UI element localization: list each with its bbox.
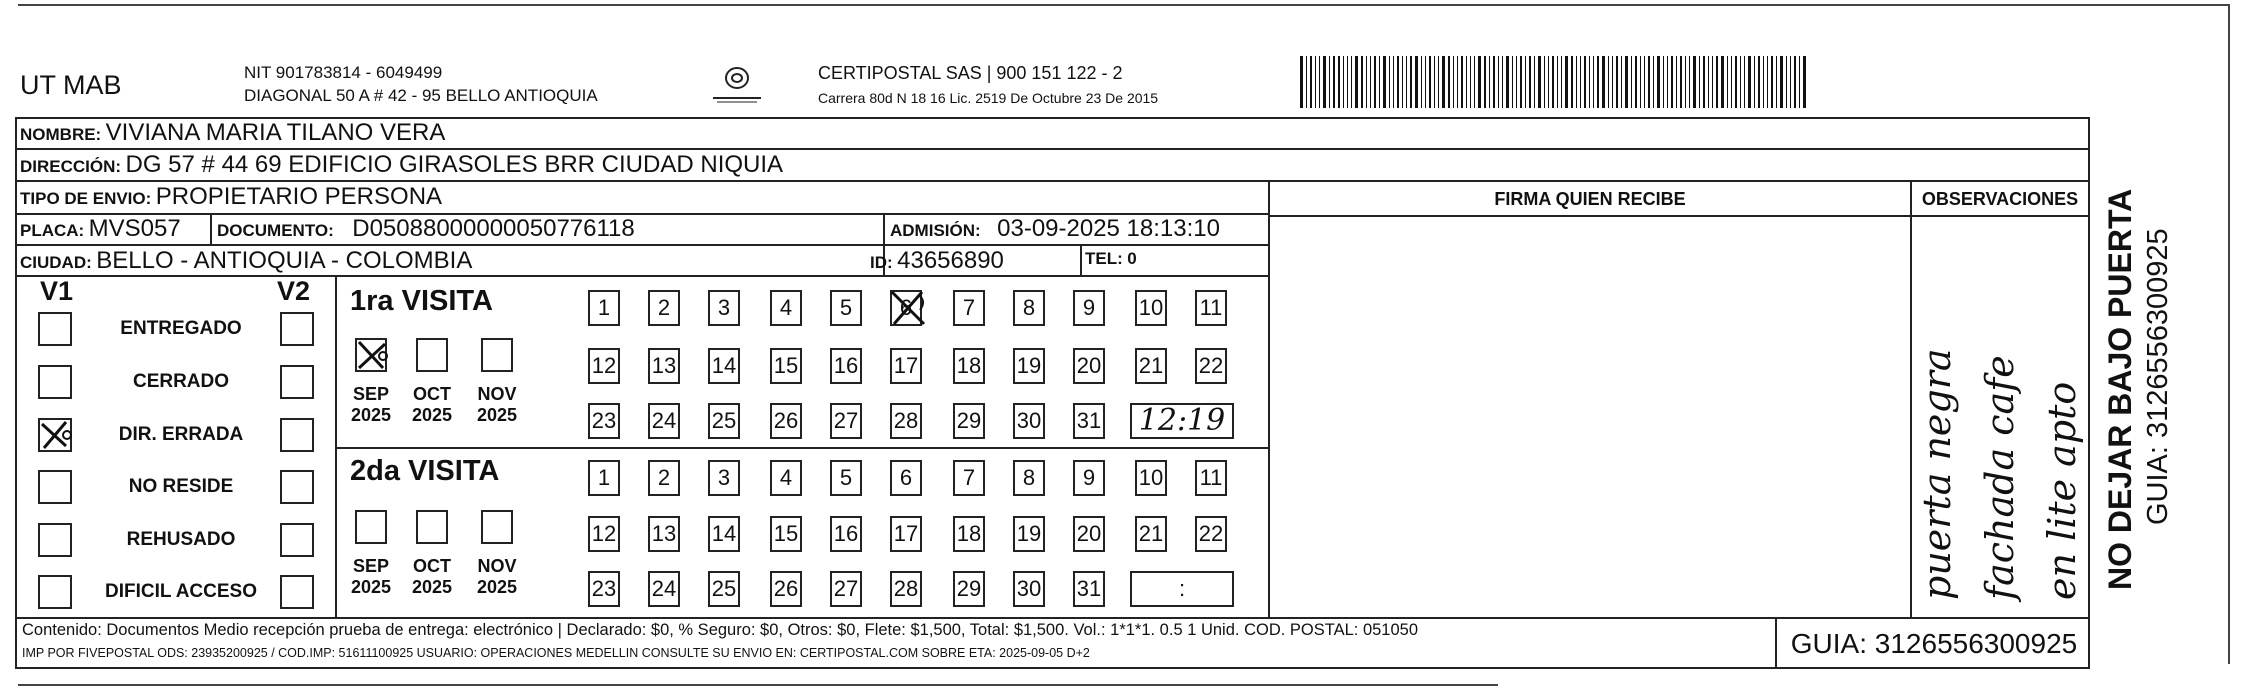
second-visit-day-box[interactable]: 13 xyxy=(648,516,680,552)
barcode-bar xyxy=(1442,56,1445,108)
barcode-bar xyxy=(1529,56,1531,108)
document-label: DOCUMENTO: xyxy=(217,221,334,240)
plate-value: MVS057 xyxy=(88,215,181,242)
barcode-bar xyxy=(1635,56,1637,108)
observation-line-3: en lite apto xyxy=(2040,381,2084,600)
row-line xyxy=(15,180,2090,182)
barcode-bar xyxy=(1676,56,1677,108)
first-visit-day-box[interactable]: 16 xyxy=(830,348,862,384)
first-visit-day-box[interactable]: 31 xyxy=(1073,403,1105,439)
first-visit-title: 1ra VISITA xyxy=(350,285,493,317)
v2-checkbox[interactable] xyxy=(280,523,314,557)
barcode-bar xyxy=(1589,56,1590,108)
barcode xyxy=(1300,56,1935,108)
barcode-bar xyxy=(1671,56,1673,108)
barcode-bar xyxy=(1748,56,1751,108)
barcode-bar xyxy=(1478,56,1481,108)
barcode-bar xyxy=(1754,56,1755,108)
second-visit-day-box[interactable]: 12 xyxy=(588,516,620,552)
first-visit-day-box[interactable]: 28 xyxy=(890,403,922,439)
barcode-bar xyxy=(1323,56,1326,108)
city-value: BELLO - ANTIOQUIA - COLOMBIA xyxy=(96,247,473,274)
barcode-bar xyxy=(1667,56,1668,108)
second-visit-day-box[interactable]: 17 xyxy=(890,516,922,552)
barcode-bar xyxy=(1685,56,1686,108)
no-dejar-bajo-puerta: NO DEJAR BAJO PUERTA xyxy=(2102,188,2138,590)
tel-divider xyxy=(1080,244,1082,277)
barcode-bar xyxy=(1425,56,1426,108)
barcode-bar xyxy=(1602,56,1605,108)
barcode-bar xyxy=(1338,56,1340,108)
second-visit-day-box[interactable]: 28 xyxy=(890,571,922,607)
first-visit-day-box[interactable]: 21 xyxy=(1135,348,1167,384)
barcode-bar xyxy=(1703,56,1705,108)
check-x-icon xyxy=(38,418,72,452)
barcode-bar xyxy=(1366,56,1367,108)
outcome-label: ENTREGADO xyxy=(120,318,242,339)
second-visit-day-box[interactable]: 2 xyxy=(648,460,680,496)
plate-label: PLACA: xyxy=(20,221,85,240)
first-visit-day-box[interactable]: 5 xyxy=(830,290,862,326)
first-visit-day-box[interactable]: 23 xyxy=(588,403,620,439)
recipient-name: VIVIANA MARIA TILANO VERA xyxy=(105,119,446,146)
city-label: CIUDAD: xyxy=(20,253,92,272)
second-visit-day-box[interactable]: 1 xyxy=(588,460,620,496)
barcode-bar xyxy=(1300,56,1303,108)
barcode-bar xyxy=(1712,56,1713,108)
second-visit-day-box[interactable]: 9 xyxy=(1073,460,1105,496)
barcode-bar xyxy=(1506,56,1509,108)
type-row xyxy=(20,183,442,211)
second-visit-day-box[interactable]: 25 xyxy=(708,571,740,607)
barcode-bar xyxy=(1448,56,1450,108)
barcode-bar xyxy=(1484,56,1486,108)
v2-header: V2 xyxy=(277,276,311,306)
carrier-logo-icon xyxy=(707,60,767,110)
barcode-bar xyxy=(1393,56,1394,108)
barcode-bar xyxy=(1315,56,1316,108)
first-visit-day-box[interactable]: 20 xyxy=(1073,348,1105,384)
address-row xyxy=(20,151,783,179)
check-x-icon xyxy=(886,286,930,335)
barcode-bar xyxy=(1721,56,1724,108)
barcode-bar xyxy=(1406,56,1407,108)
month-label: NOV xyxy=(477,556,517,576)
first-visit-day-box[interactable]: 3 xyxy=(708,290,740,326)
barcode-bar xyxy=(1584,56,1586,108)
barcode-bar xyxy=(1538,56,1541,108)
barcode-bar xyxy=(1461,56,1463,108)
second-visit-day-box[interactable]: 15 xyxy=(770,516,802,552)
first-visit-day-box[interactable]: 18 xyxy=(953,348,985,384)
barcode-bar xyxy=(1780,56,1783,108)
barcode-bar xyxy=(1608,56,1609,108)
outcome-label: DIFICIL ACCESO xyxy=(104,581,257,602)
barcode-bar xyxy=(1767,56,1768,108)
barcode-bar xyxy=(1565,56,1568,108)
second-visit-month-nov-checkbox[interactable] xyxy=(481,510,513,544)
first-visit-day-box[interactable]: 2 xyxy=(648,290,680,326)
second-visit-day-box[interactable]: 20 xyxy=(1073,516,1105,552)
first-visit-time: 12:19 xyxy=(1138,403,1226,438)
admission-cell xyxy=(890,215,1220,243)
barcode-bar xyxy=(1740,56,1741,108)
row-line xyxy=(15,148,2090,150)
v2-checkbox[interactable] xyxy=(280,312,314,346)
first-visit-day-box[interactable]: 12 xyxy=(588,348,620,384)
side-guia: GUIA: 3126556300925 xyxy=(2142,228,2174,525)
barcode-bar xyxy=(1640,56,1641,108)
table-bottom-line xyxy=(15,667,2090,669)
bottom-edge-line xyxy=(18,684,1498,686)
v1-checkbox[interactable] xyxy=(38,470,72,504)
second-visit-day-box[interactable]: 29 xyxy=(953,571,985,607)
barcode-bar xyxy=(1708,56,1709,108)
barcode-bar xyxy=(1803,56,1806,108)
second-visit-day-box[interactable]: 4 xyxy=(770,460,802,496)
barcode-bar xyxy=(1525,56,1526,108)
second-visit-day-box[interactable]: 19 xyxy=(1013,516,1045,552)
recipient-address: DG 57 # 44 69 EDIFICIO GIRASOLES BRR CIUDAD NIQUIA xyxy=(125,151,784,178)
observations-header: OBSERVACIONES xyxy=(1921,189,2079,209)
first-visit-day-box[interactable]: 10 xyxy=(1135,290,1167,326)
v1-header: V1 xyxy=(40,276,74,306)
barcode-bar xyxy=(1534,56,1535,108)
barcode-bar xyxy=(1744,56,1745,108)
barcode-bar xyxy=(1520,56,1522,108)
plate-divider xyxy=(210,213,212,246)
observations-left-line xyxy=(1910,180,1912,619)
barcode-bar xyxy=(1453,56,1454,108)
barcode-bar xyxy=(1557,56,1558,108)
table-left-line xyxy=(15,117,17,669)
tel-value: 0 xyxy=(1127,249,1137,268)
second-visit-day-box[interactable]: 6 xyxy=(890,460,922,496)
barcode-bar xyxy=(1631,56,1632,108)
second-visit-month-sep-checkbox[interactable] xyxy=(355,510,387,544)
check-x-icon xyxy=(355,338,389,372)
barcode-bar xyxy=(1361,56,1363,108)
second-visit-day-box[interactable]: 3 xyxy=(708,460,740,496)
barcode-bar xyxy=(1493,56,1495,108)
barcode-bar xyxy=(1763,56,1764,108)
barcode-bar xyxy=(1457,56,1458,108)
footer-imp: IMP POR FIVEPOSTAL ODS: 23935200925 / COD.IMP: 51611100925 USUARIO: OPERACIONES MEDELLIN CONSULTE SU ENVIO EN: CERTIPOSTAL.COM SOBRE ETA: 2025-09-05 D+2 xyxy=(22,646,1090,660)
first-visit-day-box[interactable]: 22 xyxy=(1195,348,1227,384)
admission-value: 03-09-2025 18:13:10 xyxy=(997,215,1220,242)
document-cell xyxy=(217,215,635,243)
outcome-label: DIR. ERRADA xyxy=(118,424,244,445)
barcode-bar xyxy=(1644,56,1645,108)
first-visit-month-sep-checkbox[interactable] xyxy=(355,338,387,372)
footer-top-line xyxy=(15,617,2090,619)
first-visit-month-nov-checkbox[interactable] xyxy=(481,338,513,372)
footer-content: Contenido: Documentos Medio recepción prueba de entrega: electrónico | Declarado: $0, % Seguro: $0, Otros: $0, Flete: $1,500, Total: $1,500. Vol.: 1*1*1. 0.5 1 Unid. COD. POSTAL: 051050 xyxy=(22,621,1419,639)
first-visit-day-box[interactable]: 30 xyxy=(1013,403,1045,439)
admission-label: ADMISIÓN: xyxy=(890,221,981,240)
first-visit-day-box[interactable]: 25 xyxy=(708,403,740,439)
type-label: TIPO DE ENVIO: xyxy=(20,189,152,208)
v2-checkbox[interactable] xyxy=(280,470,314,504)
second-visit-title: 2da VISITA xyxy=(350,455,500,487)
month-label: OCT xyxy=(413,384,451,404)
name-row xyxy=(20,119,445,147)
month-label: OCT xyxy=(413,556,451,576)
second-visit-day-box[interactable]: 10 xyxy=(1135,460,1167,496)
barcode-bar xyxy=(1657,56,1660,108)
barcode-bar xyxy=(1580,56,1581,108)
barcode-bar xyxy=(1621,56,1622,108)
barcode-bar xyxy=(1786,56,1787,108)
first-visit-day-box[interactable]: 14 xyxy=(708,348,740,384)
year-label: 2025 xyxy=(411,405,453,425)
second-visit-day-box[interactable]: 23 xyxy=(588,571,620,607)
first-visit-day-box[interactable]: 4 xyxy=(770,290,802,326)
barcode-bar xyxy=(1716,56,1718,108)
barcode-bar xyxy=(1347,56,1348,108)
first-visit-day-box[interactable]: 17 xyxy=(890,348,922,384)
right-edge-line xyxy=(2228,4,2230,664)
barcode-bar xyxy=(1693,56,1696,108)
barcode-bar xyxy=(1731,56,1732,108)
barcode-bar xyxy=(1351,56,1352,108)
first-visit-day-box[interactable]: 9 xyxy=(1073,290,1105,326)
barcode-bar xyxy=(1370,56,1371,108)
outcome-label: REHUSADO xyxy=(126,529,236,550)
barcode-bar xyxy=(1310,56,1312,108)
barcode-bar xyxy=(1498,56,1499,108)
second-visit-day-box[interactable]: 14 xyxy=(708,516,740,552)
barcode-bar xyxy=(1402,56,1403,108)
barcode-bar xyxy=(1561,56,1562,108)
second-visit-day-box[interactable]: 8 xyxy=(1013,460,1045,496)
barcode-bar xyxy=(1597,56,1599,108)
first-visit-day-box[interactable]: 26 xyxy=(770,403,802,439)
name-label: NOMBRE: xyxy=(20,125,102,144)
plate-cell xyxy=(20,215,181,243)
signature-left-line xyxy=(1268,180,1270,619)
second-visit-day-box[interactable]: 21 xyxy=(1135,516,1167,552)
barcode-bar xyxy=(1735,56,1737,108)
carrier-license: Carrera 80d N 18 16 Lic. 2519 De Octubre 23 De 2015 xyxy=(818,90,1159,106)
address-label: DIRECCIÓN: xyxy=(20,157,122,176)
year-label: 2025 xyxy=(350,405,392,425)
barcode-bar xyxy=(1689,56,1690,108)
barcode-bar xyxy=(1571,56,1573,108)
first-visit-day-box[interactable]: 15 xyxy=(770,348,802,384)
shipment-type: PROPIETARIO PERSONA xyxy=(155,183,443,210)
second-visit-day-box[interactable]: 5 xyxy=(830,460,862,496)
first-visit-time-box[interactable] xyxy=(1130,403,1234,439)
first-visit-day-box[interactable]: 11 xyxy=(1195,290,1227,326)
barcode-bar xyxy=(1502,56,1503,108)
year-label: 2025 xyxy=(476,577,518,597)
observation-line-1: puerta negra xyxy=(1915,348,1959,600)
year-label: 2025 xyxy=(350,577,392,597)
second-visit-day-box[interactable]: 24 xyxy=(648,571,680,607)
barcode-bar xyxy=(1415,56,1418,108)
outcome-label: CERRADO xyxy=(132,371,230,392)
barcode-bar xyxy=(1699,56,1700,108)
barcode-bar xyxy=(1612,56,1613,108)
barcode-bar xyxy=(1593,56,1594,108)
first-visit-day-box[interactable]: 24 xyxy=(648,403,680,439)
barcode-bar xyxy=(1552,56,1554,108)
month-label: NOV xyxy=(477,384,517,404)
first-visit-day-box[interactable]: 1 xyxy=(588,290,620,326)
second-visit-day-box[interactable]: 7 xyxy=(953,460,985,496)
barcode-bar xyxy=(1397,56,1399,108)
barcode-bar xyxy=(1544,56,1545,108)
v1-checkbox[interactable] xyxy=(38,312,72,346)
sender-address: DIAGONAL 50 A # 42 - 95 BELLO ANTIOQUIA xyxy=(244,86,598,105)
guia-footer-divider xyxy=(1775,617,1777,669)
carrier-name: CERTIPOSTAL SAS | 900 151 122 - 2 xyxy=(818,63,1123,83)
barcode-bar xyxy=(1794,56,1796,108)
visit-left-line xyxy=(335,275,337,619)
id-value: 43656890 xyxy=(897,247,1004,274)
city-cell xyxy=(20,247,472,275)
id-label: ID: xyxy=(870,253,893,272)
barcode-bar xyxy=(1653,56,1654,108)
first-visit-month-oct-checkbox[interactable] xyxy=(416,338,448,372)
first-visit-day-box[interactable]: 8 xyxy=(1013,290,1045,326)
second-visit-day-box[interactable]: 22 xyxy=(1195,516,1227,552)
second-visit-day-box[interactable]: 31 xyxy=(1073,571,1105,607)
second-visit-day-box[interactable]: 27 xyxy=(830,571,862,607)
second-visit-day-box[interactable]: 16 xyxy=(830,516,862,552)
second-visit-month-oct-checkbox[interactable] xyxy=(416,510,448,544)
v1-checkbox[interactable] xyxy=(38,365,72,399)
barcode-bar xyxy=(1306,56,1307,108)
second-visit-day-box[interactable]: 18 xyxy=(953,516,985,552)
barcode-bar xyxy=(1625,56,1628,108)
second-visit-day-box[interactable]: 26 xyxy=(770,571,802,607)
barcode-bar xyxy=(1771,56,1773,108)
barcode-bar xyxy=(1758,56,1760,108)
id-cell xyxy=(870,247,1004,275)
barcode-bar xyxy=(1329,56,1330,108)
barcode-bar xyxy=(1470,56,1471,108)
first-visit-day-box[interactable]: 13 xyxy=(648,348,680,384)
year-label: 2025 xyxy=(476,405,518,425)
nit: NIT 901783814 - 6049499 xyxy=(244,63,443,82)
barcode-bar xyxy=(1379,56,1380,108)
visit-mid-line xyxy=(335,447,1270,449)
document-value: D05088000000050776118 xyxy=(352,215,635,242)
footer-guia: GUIA: 3126556300925 xyxy=(1790,628,2078,659)
month-label: SEP xyxy=(352,384,390,404)
barcode-bar xyxy=(1680,56,1682,108)
table-right-line xyxy=(2088,117,2090,669)
barcode-bar xyxy=(1489,56,1490,108)
second-visit-time-box[interactable] xyxy=(1130,571,1234,607)
barcode-bar xyxy=(1799,56,1800,108)
barcode-bar xyxy=(1790,56,1791,108)
v1-checkbox[interactable] xyxy=(38,418,72,452)
tel-label: TEL: xyxy=(1085,249,1123,268)
v2-checkbox[interactable] xyxy=(280,418,314,452)
signature-area[interactable] xyxy=(1272,217,1908,615)
second-visit-time: : xyxy=(1178,576,1186,601)
signature-header: FIRMA QUIEN RECIBE xyxy=(1494,189,1686,209)
first-visit-day-box[interactable]: 27 xyxy=(830,403,862,439)
barcode-bar xyxy=(1355,56,1358,108)
first-visit-day-box[interactable]: 19 xyxy=(1013,348,1045,384)
barcode-bar xyxy=(1434,56,1435,108)
top-edge-line xyxy=(18,4,2230,6)
barcode-bar xyxy=(1474,56,1475,108)
barcode-bar xyxy=(1616,56,1618,108)
v2-checkbox[interactable] xyxy=(280,575,314,609)
second-visit-day-box[interactable]: 11 xyxy=(1195,460,1227,496)
barcode-bar xyxy=(1389,56,1390,108)
company-name: UT MAB xyxy=(20,70,122,100)
year-label: 2025 xyxy=(411,577,453,597)
barcode-bar xyxy=(1548,56,1549,108)
barcode-bar xyxy=(1648,56,1650,108)
barcode-bar xyxy=(1576,56,1577,108)
outcome-label: NO RESIDE xyxy=(128,476,234,497)
barcode-bar xyxy=(1374,56,1376,108)
tel-cell xyxy=(1085,249,1137,269)
barcode-bar xyxy=(1421,56,1422,108)
v1-checkbox[interactable] xyxy=(38,523,72,557)
barcode-bar xyxy=(1410,56,1412,108)
barcode-bar xyxy=(1429,56,1431,108)
barcode-bar xyxy=(1319,56,1320,108)
barcode-bar xyxy=(1383,56,1386,108)
barcode-bar xyxy=(1663,56,1664,108)
barcode-bar xyxy=(1333,56,1335,108)
month-label: SEP xyxy=(352,556,390,576)
first-visit-day-box[interactable]: 7 xyxy=(953,290,985,326)
v2-checkbox[interactable] xyxy=(280,365,314,399)
barcode-bar xyxy=(1438,56,1439,108)
barcode-bar xyxy=(1343,56,1344,108)
v1-checkbox[interactable] xyxy=(38,575,72,609)
barcode-bar xyxy=(1516,56,1517,108)
first-visit-day-box[interactable]: 29 xyxy=(953,403,985,439)
first-visit-day-box[interactable]: 6 xyxy=(890,290,922,326)
barcode-bar xyxy=(1776,56,1777,108)
barcode-bar xyxy=(1466,56,1467,108)
observation-line-2: fachada cafe xyxy=(1978,355,2022,600)
barcode-bar xyxy=(1512,56,1513,108)
barcode-bar xyxy=(1727,56,1728,108)
second-visit-day-box[interactable]: 30 xyxy=(1013,571,1045,607)
